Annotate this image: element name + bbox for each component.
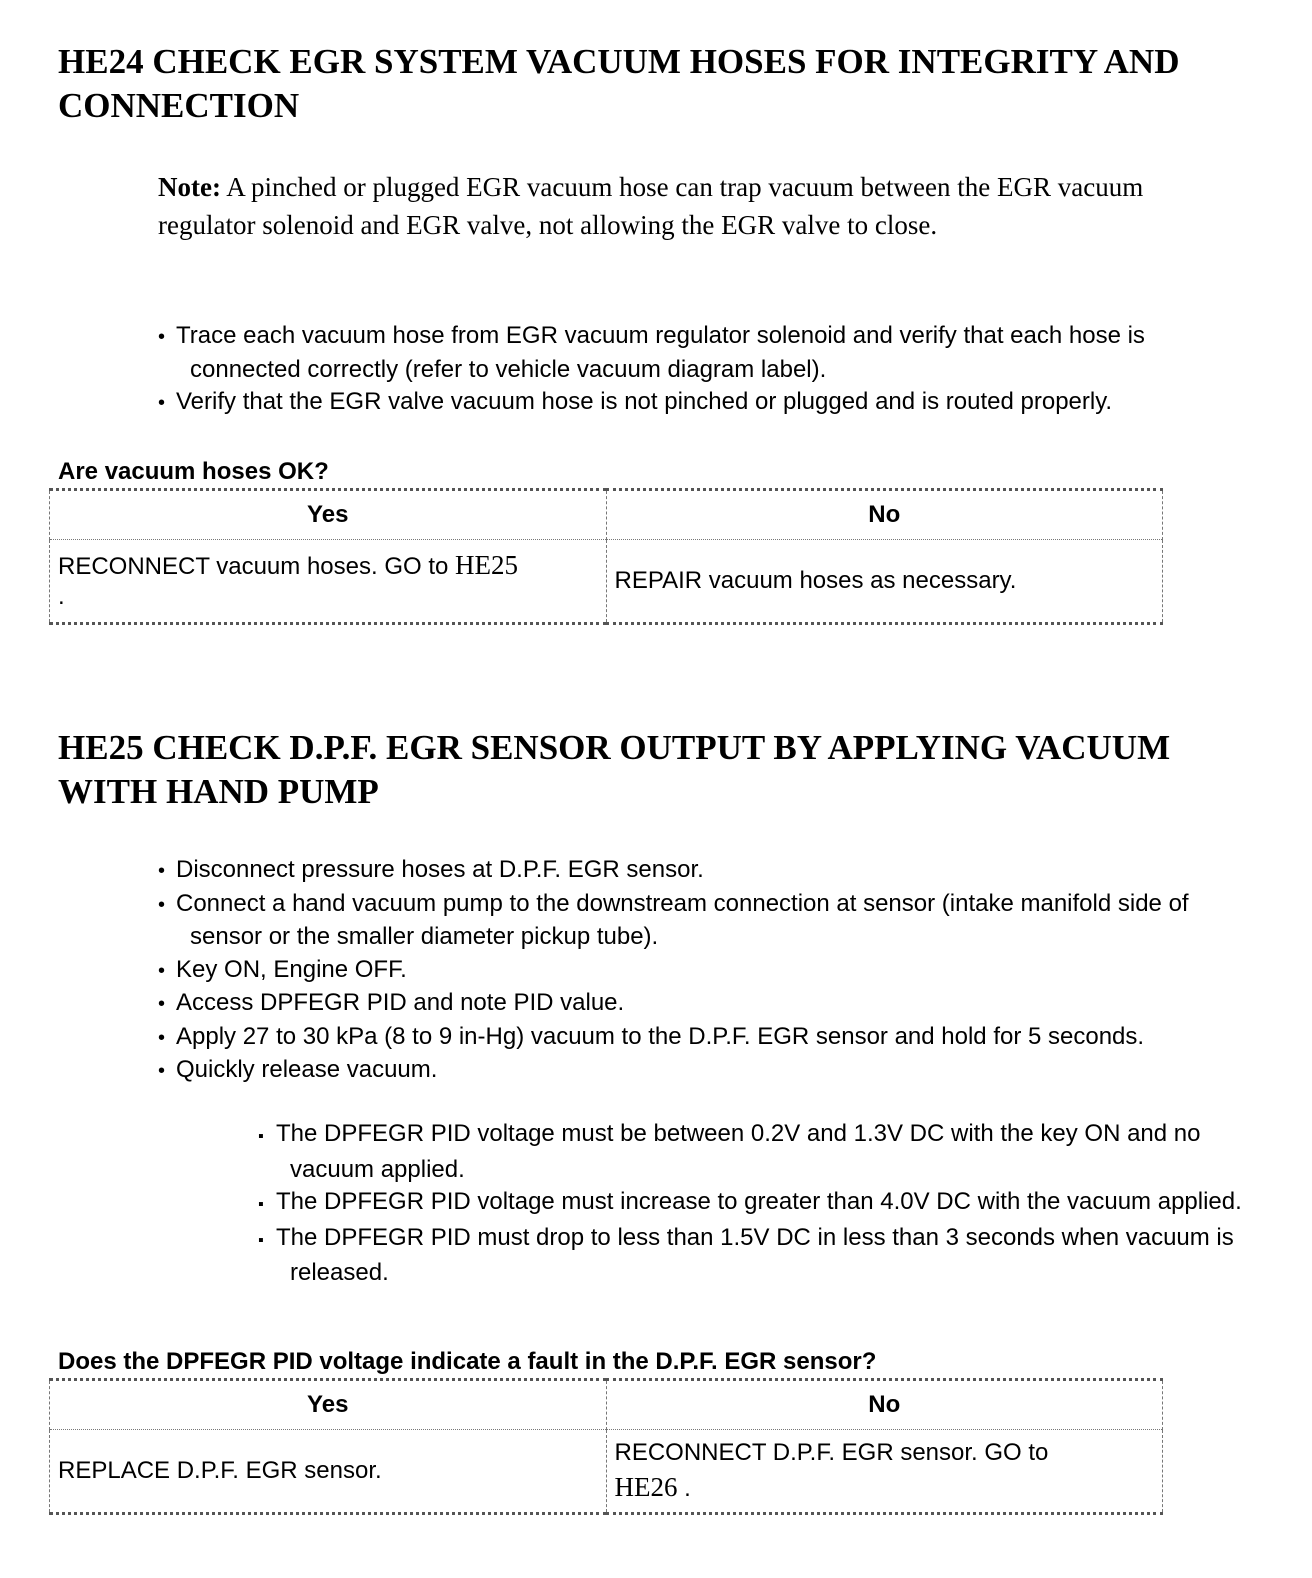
sub-bullet-item: ▪ The DPFEGR PID voltage must increase to greater than 4.0V DC with the vacuum applied.	[240, 1186, 1250, 1222]
no-header: No	[606, 490, 1163, 540]
sub-bullet-item: ▪ The DPFEGR PID must drop to less than 1.5V DC in less than 3 seconds when vacuum is released.	[240, 1222, 1250, 1290]
sub-bullet-item: ▪ The DPFEGR PID voltage must be between 0.2V and 1.3V DC with the key ON and no vacuum applied.	[240, 1118, 1250, 1186]
he24-note	[158, 168, 1238, 244]
he25-link[interactable]: HE25	[455, 550, 519, 580]
bullet-item: • Connect a hand vacuum pump to the downstream connection at sensor (intake manifold side of sensor or the smaller diameter pickup tube).	[140, 888, 1250, 954]
note-label: Note:	[158, 172, 221, 202]
bullet-item: • Verify that the EGR valve vacuum hose is not pinched or plugged and is routed properly.	[140, 386, 1260, 420]
he25-sub-bullets	[240, 1118, 1250, 1290]
yes-header: Yes	[50, 1380, 607, 1430]
bullet-item: • Trace each vacuum hose from EGR vacuum regulator solenoid and verify that each hose is connected correctly (refer to vehicle vacuum diagram label).	[140, 320, 1260, 386]
bullet-item: • Key ON, Engine OFF.	[140, 954, 1250, 988]
no-cell: RECONNECT D.P.F. EGR sensor. GO to HE26 .	[606, 1430, 1163, 1514]
he25-answer-table	[49, 1378, 1163, 1515]
he24-answer-table	[49, 488, 1163, 625]
bullet-item: • Apply 27 to 30 kPa (8 to 9 in-Hg) vacuum to the D.P.F. EGR sensor and hold for 5 seconds.	[140, 1021, 1250, 1055]
he24-bullets	[140, 320, 1260, 420]
bullet-item: • Disconnect pressure hoses at D.P.F. EGR sensor.	[140, 854, 1250, 888]
no-header: No	[606, 1380, 1163, 1430]
he24-title: HE24 CHECK EGR SYSTEM VACUUM HOSES FOR INTEGRITY AND CONNECTION	[58, 42, 1180, 125]
note-text: A pinched or plugged EGR vacuum hose can trap vacuum between the EGR vacuum regulator solenoid and EGR valve, not allowing the EGR valve to close.	[158, 172, 1144, 240]
he25-title: HE25 CHECK D.P.F. EGR SENSOR OUTPUT BY APPLYING VACUUM WITH HAND PUMP	[58, 728, 1171, 811]
he26-link[interactable]: HE26	[614, 1472, 678, 1502]
he24-question: Are vacuum hoses OK?	[58, 458, 329, 485]
bullet-item: • Quickly release vacuum.	[140, 1054, 1250, 1088]
yes-header: Yes	[50, 490, 607, 540]
bullet-item: • Access DPFEGR PID and note PID value.	[140, 987, 1250, 1021]
yes-cell: RECONNECT vacuum hoses. GO to HE25 .	[50, 540, 607, 624]
he25-bullets	[140, 854, 1250, 1088]
no-cell: REPAIR vacuum hoses as necessary.	[606, 540, 1163, 624]
he25-question: Does the DPFEGR PID voltage indicate a fault in the D.P.F. EGR sensor?	[58, 1348, 877, 1375]
yes-cell: REPLACE D.P.F. EGR sensor.	[50, 1430, 607, 1514]
